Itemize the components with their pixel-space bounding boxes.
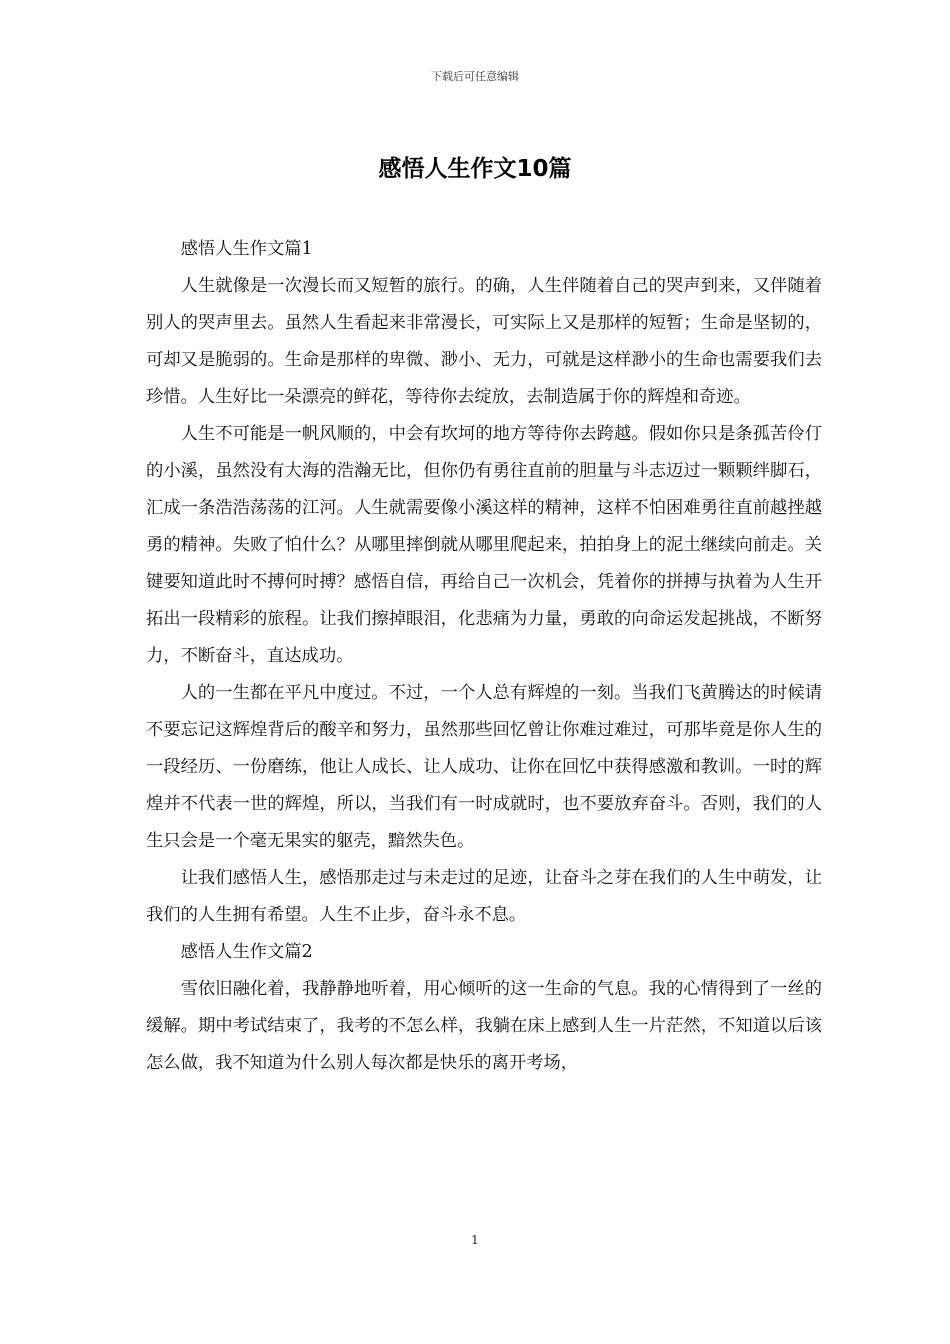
paragraph: 雪依旧融化着，我静静地听着，用心倾听的这一生命的气息。我的心情得到了一丝的缓解。期中考试结束了，我考的不怎么样，我躺在床上感到人生一片茫然，不知道以后该怎么做，我不知道为什么别人每次都是快乐的离开考场， bbox=[146, 979, 822, 1073]
section-heading-1: 感悟人生作文篇1 bbox=[180, 239, 313, 259]
paragraph: 让我们感悟人生，感悟那走过与未走过的足迹，让奋斗之芽在我们的人生中萌发，让我们的人生拥有希望。人生不止步，奋斗永不息。 bbox=[146, 868, 822, 925]
paragraph: 人生不可能是一帆风顺的，中会有坎坷的地方等待你去跨越。假如你只是条孤苦伶仃的小溪，虽然没有大海的浩瀚无比，但你仍有勇往直前的胆量与斗志迈过一颗颗绊脚石，汇成一条浩浩荡荡的江河。人生就需要像小溪这样的精神，这样不怕困难勇往直前越挫越勇的精神。失败了怕什么？从哪里摔倒就从哪里爬起来，拍拍身上的泥土继续向前走。关键要知道此时不搏何时搏？感悟自信，再给自己一次机会，凭着你的拼搏与执着为人生开拓出一段精彩的旅程。让我们擦掉眼泪，化悲痛为力量，勇敢的向命运发起挑战，不断努力，不断奋斗，直达成功。 bbox=[146, 424, 822, 666]
paragraph: 人的一生都在平凡中度过。不过，一个人总有辉煌的一刻。当我们飞黄腾达的时候请不要忘记这辉煌背后的酸辛和努力，虽然那些回忆曾让你难过难过，可那毕竟是你人生的一段经历、一份磨练，他让人成长、让人成功、让你在回忆中获得感激和教训。一时的辉煌并不代表一世的辉煌，所以，当我们有一时成就时，也不要放弃奋斗。否则，我们的人生只会是一个毫无果实的躯壳，黯然失色。 bbox=[146, 683, 822, 851]
document-title: 感悟人生作文10篇 bbox=[378, 156, 572, 182]
document-body bbox=[146, 231, 822, 1082]
section-heading-2: 感悟人生作文篇2 bbox=[180, 942, 313, 962]
paragraph: 人生就像是一次漫长而又短暂的旅行。的确，人生伴随着自己的哭声到来，又伴随着别人的哭声里去。虽然人生看起来非常漫长，可实际上又是那样的短暂；生命是坚韧的，可却又是脆弱的。生命是那样的卑微、渺小、无力，可就是这样渺小的生命也需要我们去珍惜。人生好比一朵漂亮的鲜花，等待你去绽放，去制造属于你的辉煌和奇迹。 bbox=[146, 276, 822, 407]
page-number: 1 bbox=[471, 1233, 479, 1247]
header-note: 下载后可任意编辑 bbox=[431, 70, 519, 83]
